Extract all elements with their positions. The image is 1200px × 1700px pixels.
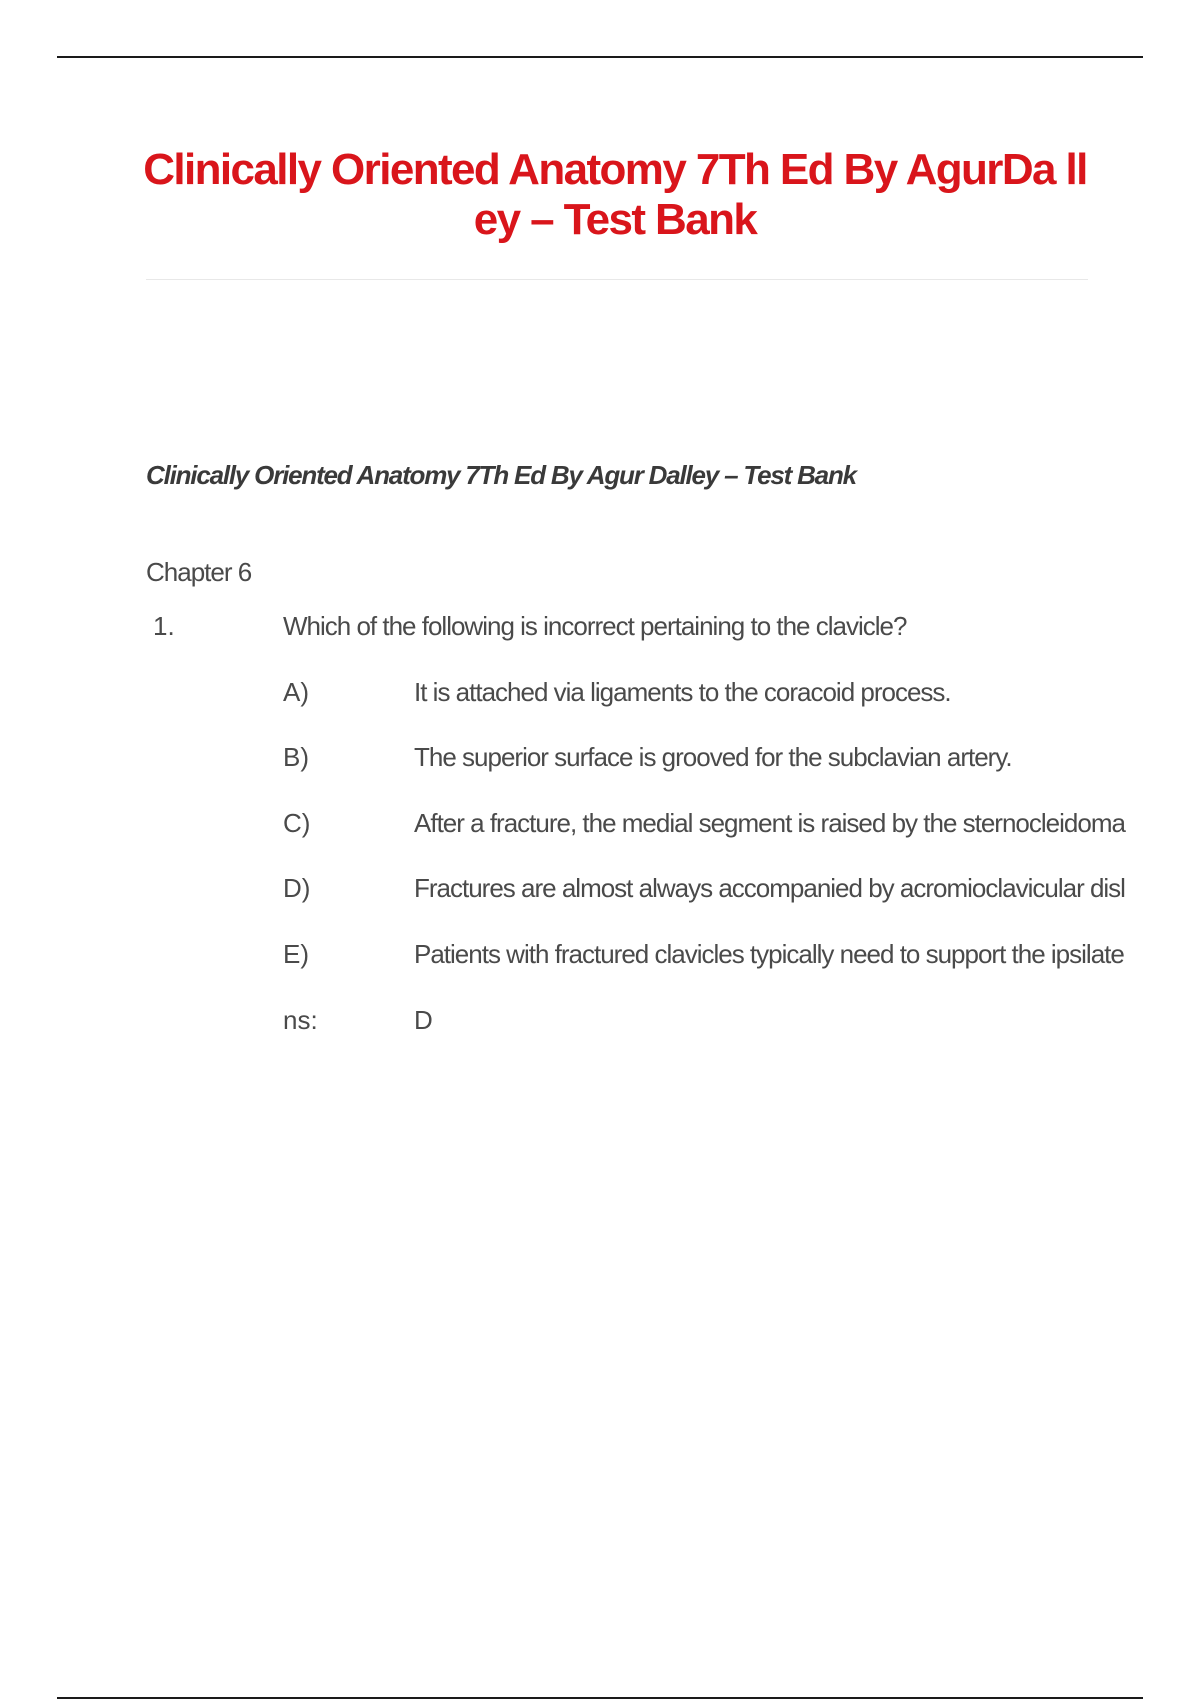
bottom-rule	[57, 1697, 1143, 1699]
option-d	[0, 873, 1200, 913]
option-e	[0, 939, 1200, 979]
option-letter: C)	[283, 808, 311, 838]
option-c	[0, 808, 1200, 848]
option-letter: B)	[283, 742, 309, 772]
option-letter: D)	[283, 873, 311, 903]
document-title: Clinically Oriented Anatomy 7Th Ed By AgurDa lley – Test Bank	[143, 145, 1087, 244]
answer-row	[0, 1005, 1200, 1045]
top-rule	[57, 56, 1143, 58]
option-text: Fractures are almost always accompanied by acromioclavicular disl	[414, 873, 1125, 903]
option-text: It is attached via ligaments to the coracoid process.	[414, 677, 951, 707]
option-letter: A)	[283, 677, 309, 707]
option-text: Patients with fractured clavicles typically need to support the ipsilate	[414, 939, 1124, 969]
question-number: 1.	[153, 611, 175, 641]
title-divider	[146, 279, 1088, 280]
option-text: After a fracture, the medial segment is raised by the sternocleidoma	[414, 808, 1125, 838]
chapter-heading: Chapter 6	[146, 557, 252, 587]
option-a	[0, 677, 1200, 717]
answer-value: D	[414, 1005, 432, 1035]
document-subtitle: Clinically Oriented Anatomy 7Th Ed By Agur Dalley – Test Bank	[146, 460, 856, 490]
option-text: The superior surface is grooved for the subclavian artery.	[414, 742, 1012, 772]
question-text: Which of the following is incorrect pertaining to the clavicle?	[283, 611, 907, 641]
option-letter: E)	[283, 939, 309, 969]
option-b	[0, 742, 1200, 782]
answer-label: ns:	[283, 1005, 318, 1035]
